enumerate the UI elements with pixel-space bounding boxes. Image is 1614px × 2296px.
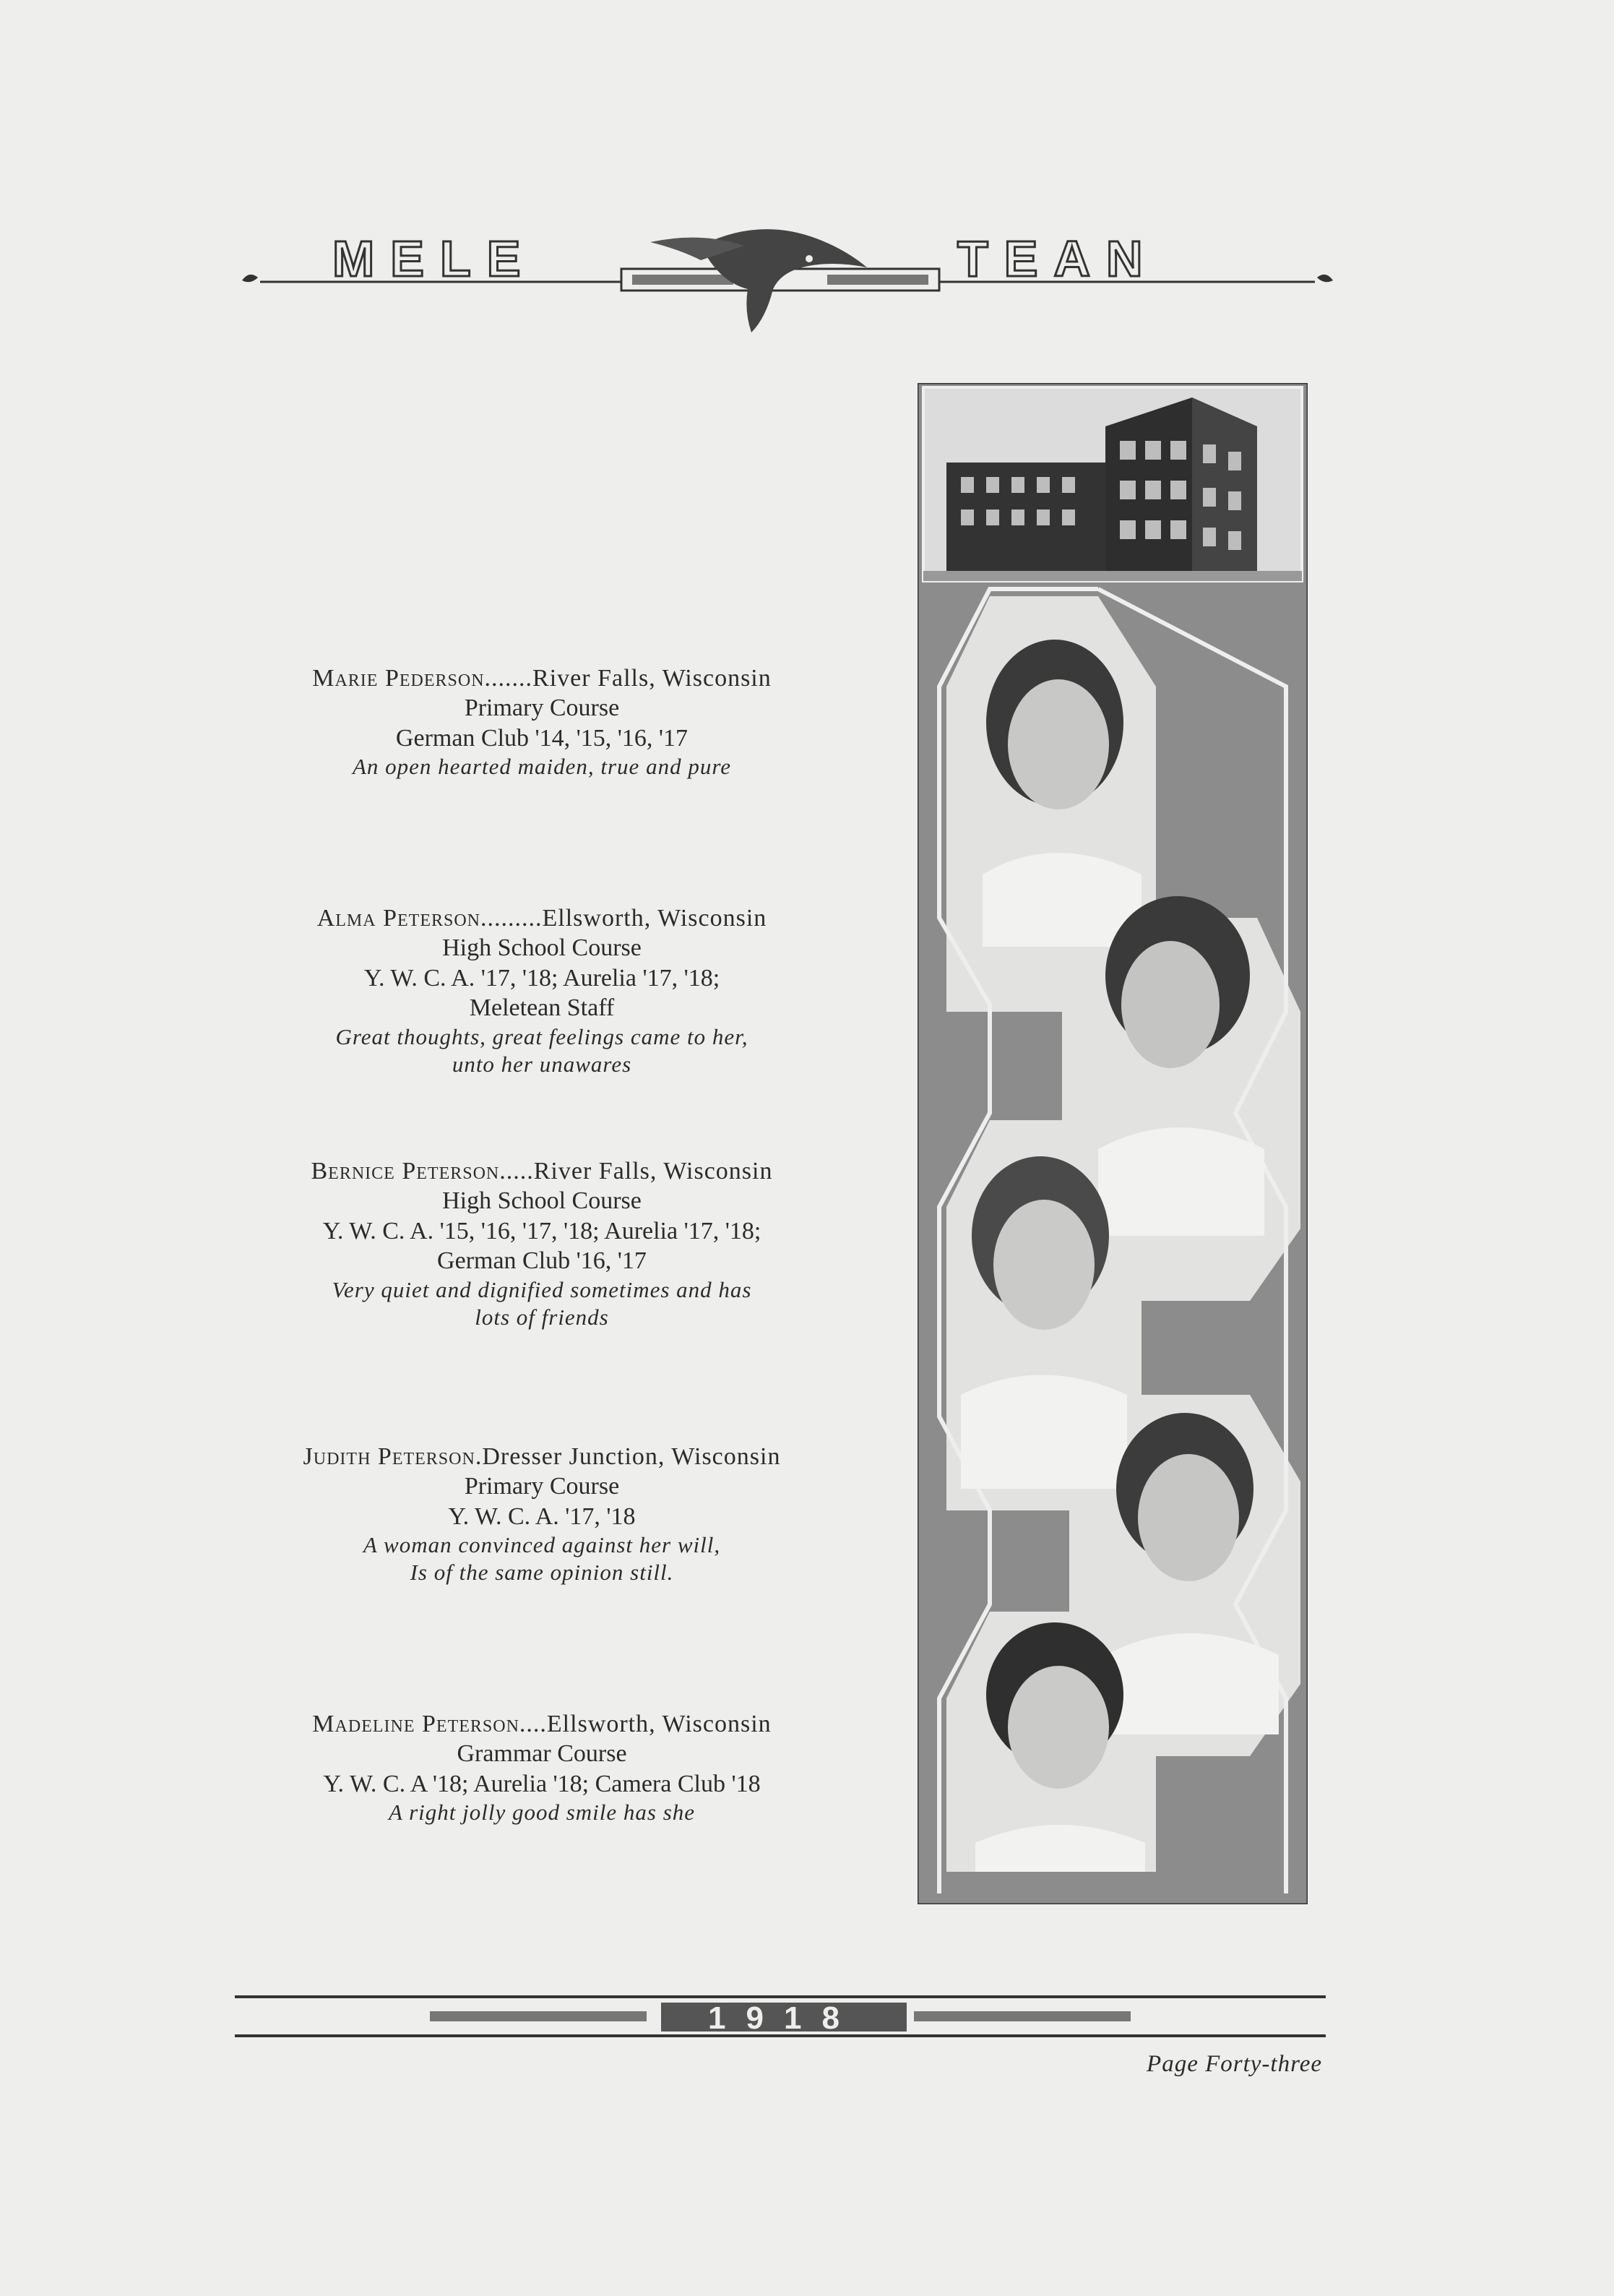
hometown: River Falls, Wisconsin xyxy=(533,1158,773,1184)
header-left-word xyxy=(332,231,536,287)
course: Grammar Course xyxy=(457,1740,627,1768)
hometown: Ellsworth, Wisconsin xyxy=(542,905,767,932)
quote-line: unto her unawares xyxy=(452,1051,632,1077)
leader-dots: .... xyxy=(519,1711,547,1737)
course: High School Course xyxy=(442,934,642,962)
leader-dots: ..... xyxy=(499,1158,534,1184)
activities: Y. W. C. A. '17, '18 xyxy=(448,1502,636,1530)
activities: Y. W. C. A. '17, '18; Aurelia '17, '18; xyxy=(363,964,720,992)
activities-continued: German Club '16, '17 xyxy=(437,1247,647,1275)
footer-year: 1918 xyxy=(708,2000,860,2036)
course: Primary Course xyxy=(464,695,620,722)
header-left-text: MELE xyxy=(332,231,537,287)
quote-line: lots of friends xyxy=(475,1304,609,1330)
student-name: Marie Pederson xyxy=(312,665,485,692)
leader-dots: . xyxy=(475,1443,483,1470)
student-name: Alma Peterson xyxy=(316,905,480,932)
leader-dots: ....... xyxy=(484,665,533,692)
school-building-photo xyxy=(923,387,1302,581)
year-footer-banner xyxy=(235,1984,1326,2049)
quote-line: A woman convinced against her will, xyxy=(363,1532,721,1558)
student-name: Madeline Peterson xyxy=(312,1711,519,1737)
entry-madeline-peterson xyxy=(260,1709,824,1826)
entry-marie-pederson xyxy=(260,663,824,781)
page-header-banner xyxy=(238,217,1337,332)
header-right-text: TEAN xyxy=(957,231,1159,287)
course: High School Course xyxy=(442,1187,642,1215)
hometown: Ellsworth, Wisconsin xyxy=(546,1711,772,1737)
activities-continued: Meletean Staff xyxy=(469,994,615,1022)
activities: Y. W. C. A '18; Aurelia '18; Camera Club '18 xyxy=(323,1770,761,1797)
entry-judith-peterson xyxy=(260,1442,824,1586)
quote-line: Great thoughts, great feelings came to her, xyxy=(335,1023,748,1049)
page-number: Page Forty-three xyxy=(1147,2051,1322,2077)
leader-dots: ......... xyxy=(480,905,543,932)
hometown: River Falls, Wisconsin xyxy=(532,665,772,692)
student-name: Bernice Peterson xyxy=(311,1158,500,1184)
activities: Y. W. C. A. '15, '16, '17, '18; Aurelia '17, '18; xyxy=(322,1217,761,1244)
student-name: Judith Peterson xyxy=(303,1443,475,1470)
course: Primary Course xyxy=(464,1473,620,1500)
header-right-word xyxy=(957,231,1159,287)
quote-line: Is of the same opinion still. xyxy=(410,1560,674,1586)
activities: German Club '14, '15, '16, '17 xyxy=(395,724,689,752)
hometown: Dresser Junction, Wisconsin xyxy=(482,1443,781,1470)
entry-bernice-peterson xyxy=(260,1156,824,1331)
photo-strip xyxy=(918,383,1308,1904)
quote-line: An open hearted maiden, true and pure xyxy=(352,754,731,780)
entry-alma-peterson xyxy=(260,903,824,1078)
quote-line: Very quiet and dignified sometimes and has xyxy=(332,1276,752,1302)
quote-line: A right jolly good smile has she xyxy=(388,1800,696,1826)
